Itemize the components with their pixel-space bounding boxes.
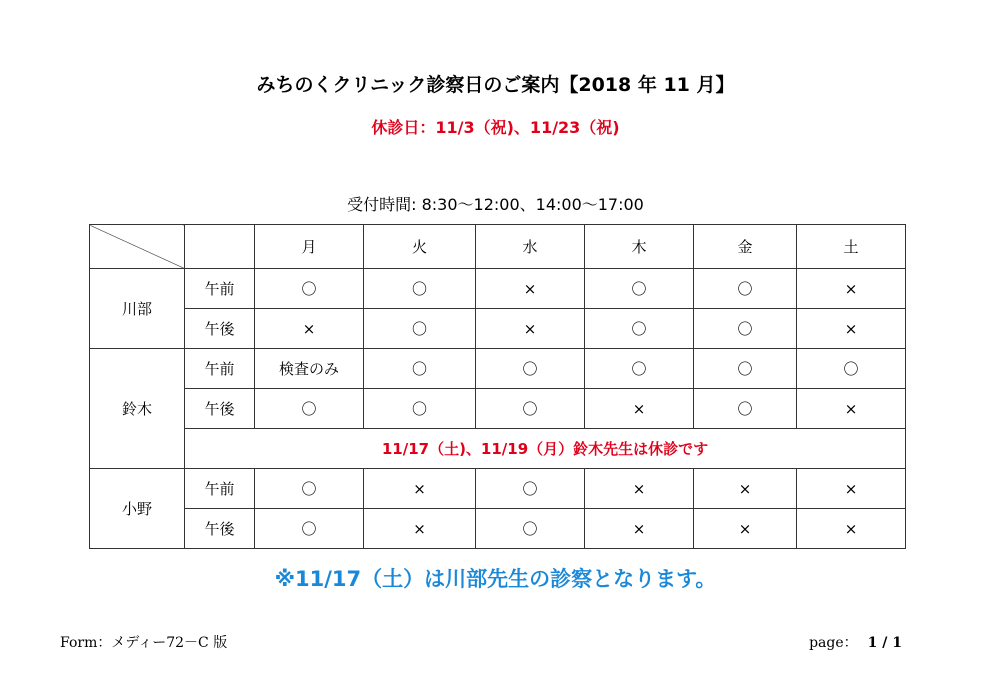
schedule-cell: × (797, 309, 906, 349)
schedule-cell: × (255, 309, 364, 349)
doctor-name: 川部 (90, 269, 185, 349)
schedule-cell: 〇 (694, 309, 797, 349)
day-header: 水 (476, 225, 585, 269)
form-version: Form：メディー72－C 版 (60, 635, 228, 651)
schedule-cell: 〇 (585, 309, 694, 349)
day-header: 木 (585, 225, 694, 269)
schedule-cell: × (797, 389, 906, 429)
table-row (90, 349, 906, 389)
schedule-cell: 〇 (585, 269, 694, 309)
schedule-cell: 〇 (476, 509, 585, 549)
schedule-table (89, 224, 906, 549)
schedule-cell: 〇 (694, 269, 797, 309)
schedule-cell: 〇 (476, 389, 585, 429)
schedule-cell: × (797, 469, 906, 509)
holiday-notice: 休診日：11/3（祝)、11/23（祝) (371, 118, 620, 137)
schedule-cell: 〇 (694, 389, 797, 429)
doctor-name: 小野 (90, 469, 185, 549)
schedule-cell: × (585, 389, 694, 429)
schedule-cell: 〇 (255, 269, 364, 309)
suzuki-absence-note: 11/17（土)、11/19（月）鈴木先生は休診です (185, 429, 906, 469)
day-header: 土 (797, 225, 906, 269)
table-row (90, 429, 906, 469)
schedule-cell: × (585, 509, 694, 549)
page-number (809, 632, 902, 652)
blank-header-cell (185, 225, 255, 269)
period-label: 午後 (185, 389, 255, 429)
day-header: 火 (364, 225, 476, 269)
schedule-cell: 〇 (364, 389, 476, 429)
schedule-cell: 〇 (255, 509, 364, 549)
table-row (90, 269, 906, 309)
schedule-cell: × (476, 269, 585, 309)
period-label: 午後 (185, 509, 255, 549)
schedule-cell: 〇 (255, 469, 364, 509)
kawabe-substitute-note: ※11/17（土）は川部先生の診察となります。 (274, 567, 717, 591)
table-row (90, 309, 906, 349)
schedule-cell: 検査のみ (255, 349, 364, 389)
schedule-cell: × (585, 469, 694, 509)
schedule-cell: 〇 (797, 349, 906, 389)
period-label: 午後 (185, 309, 255, 349)
schedule-cell: × (476, 309, 585, 349)
schedule-cell: 〇 (255, 389, 364, 429)
period-label: 午前 (185, 349, 255, 389)
schedule-cell: 〇 (694, 349, 797, 389)
schedule-cell: 〇 (476, 349, 585, 389)
corner-cell (90, 225, 185, 269)
doctor-name: 鈴木 (90, 349, 185, 469)
period-label: 午前 (185, 469, 255, 509)
schedule-cell: × (694, 509, 797, 549)
day-header-row (90, 225, 906, 269)
schedule-cell: 〇 (364, 309, 476, 349)
table-row (90, 509, 906, 549)
schedule-cell: 〇 (585, 349, 694, 389)
period-label: 午前 (185, 269, 255, 309)
schedule-cell: × (797, 269, 906, 309)
table-row (90, 389, 906, 429)
table-row (90, 469, 906, 509)
schedule-cell: × (797, 509, 906, 549)
schedule-cell: 〇 (364, 269, 476, 309)
schedule-cell: × (364, 509, 476, 549)
page-title: みちのくクリニック診察日のご案内【2018 年 11 月】 (256, 74, 735, 96)
schedule-cell: 〇 (476, 469, 585, 509)
day-header: 金 (694, 225, 797, 269)
page-value: 1 / 1 (867, 635, 902, 651)
schedule-cell: × (694, 469, 797, 509)
schedule-cell: × (364, 469, 476, 509)
page-label: page： (809, 635, 858, 651)
reception-hours: 受付時間: 8:30～12:00、14:00～17:00 (347, 195, 644, 214)
day-header: 月 (255, 225, 364, 269)
schedule-cell: 〇 (364, 349, 476, 389)
